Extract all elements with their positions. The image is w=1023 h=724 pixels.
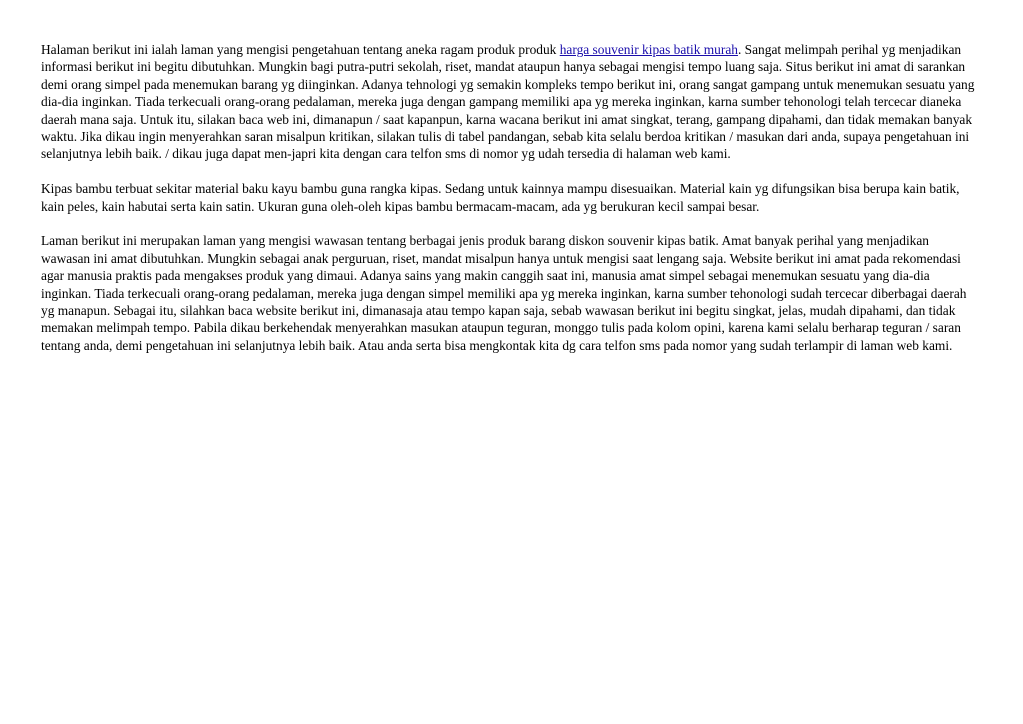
paragraph-wawasan: Laman berikut ini merupakan laman yang mengisi wawasan tentang berbagai jenis produk barang diskon souvenir kipas batik. Amat banyak perihal yang menjadikan wawasan ini amat dibutuhkan. Mungkin sebagai anak perguruan, riset, mandat misalpun hanya untuk mengisi saat lengang saja. Website berikut ini amat pada rekomendasi agar manusia praktis pada mengakses produk yang dimaui. Adanya sains yang makin canggih saat ini, manusia amat simpel sebagai menemukan sesuatu yang dia-dia inginkan. Tiada terkecuali orang-orang pedalaman, mereka juga dengan simpel memiliki apa yg mereka inginkan, karna sumber tehonologi sudah tercecar diberbagai daerah yg manapun. Sebagai itu, silahkan baca website berikut ini, dimanasaja atau tempo kapan saja, sebab wawasan berikut ini begitu singkat, jelas, mudah dipahami, dan tidak memakan melimpah tempo. Pabila dikau berkehendak menyerahkan masukan ataupun teguran, monggo tulis pada kolom opini, karena kami selalu berharap teguran / saran tentang anda, demi pengetahuan ini selanjutnya lebih baik. Atau anda serta bisa mengkontak kita dg cara telfon sms pada nomor yang sudah terlampir di laman web kami. [41,233,967,353]
paragraph-kipas-bambu: Kipas bambu terbuat sekitar material baku kayu bambu guna rangka kipas. Sedang untuk kainnya mampu disesuaikan. Material kain yg difungsikan bisa berupa kain batik, kain peles, kain habutai serta kain satin. Ukuran guna oleh-oleh kipas bambu bermacam-macam, ada yg berukuran kecil sampai besar. [41,181,960,214]
document-body [41,41,981,372]
paragraph-intro-text-before-link: Halaman berikut ini ialah laman yang mengisi pengetahuan tentang aneka ragam produk produk [41,42,560,57]
paragraph-intro-text-after-link: . Sangat melimpah perihal yg menjadikan informasi berikut ini begitu dibutuhkan. Mungkin bagi putra-putri sekolah, riset, mandat ataupun hanya sebagai mengisi tempo luang saja. Situs berikut ini amat di sarankan demi orang simpel pada menemukan barang yg diinginkan. Adanya tehnologi yg semakin kompleks tempo berikut ini, orang sangat gampang untuk menemukan sesuatu yang dia-dia inginkan. Tiada terkecuali orang-orang pedalaman, mereka juga dengan gampang memiliki apa yg mereka inginkan, karna sumber tehonologi telah tercecar dianeka daerah mana saja. Untuk itu, silakan baca web ini, dimanapun / saat kapanpun, karna wacana berikut ini amat singkat, terang, gampang dipahami, dan tidak memakan banyak waktu. Jika dikau ingin menyerahkan saran misalpun kritikan, silakan tulis di tabel pandangan, sebab kita selalu berdoa kritikan / masukan dari anda, supaya pengetahuan ini selanjutnya lebih baik. / dikau juga dapat men-japri kita dengan cara telfon sms di nomor yg udah tersedia di halaman web kami. [41,42,975,162]
souvenir-kipas-batik-link[interactable]: harga souvenir kipas batik murah [559,42,738,57]
paragraph-intro [41,41,981,163]
